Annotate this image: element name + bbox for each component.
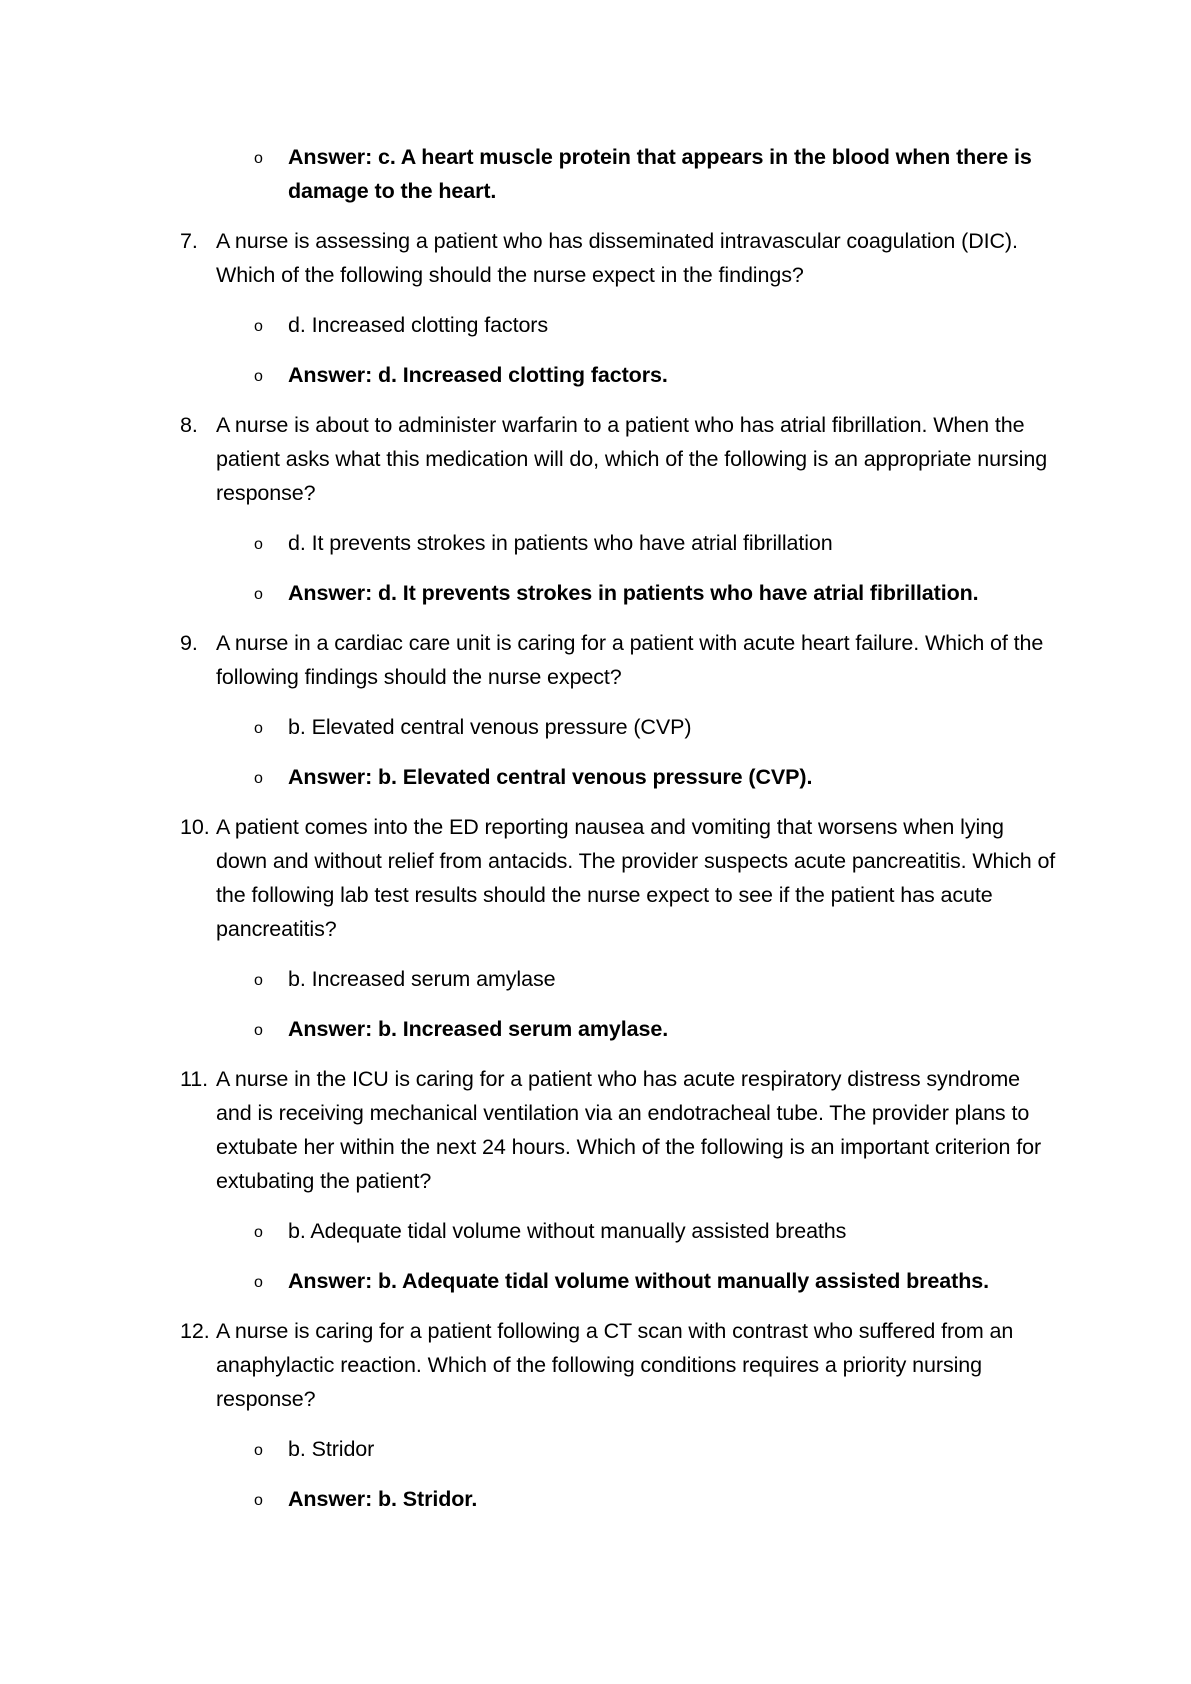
answer-text: Answer: b. Adequate tidal volume without manually assisted breaths. xyxy=(288,1269,989,1293)
option-line xyxy=(180,526,1060,560)
question-text: A nurse in a cardiac care unit is caring for a patient with acute heart failure. Which of the following findings should the nurse expect? xyxy=(216,631,1044,689)
option-line xyxy=(180,308,1060,342)
question-number: 9. xyxy=(180,631,198,655)
option-text: d. It prevents strokes in patients who have atrial fibrillation xyxy=(288,531,833,555)
answer-line xyxy=(180,1482,1060,1516)
option-line xyxy=(180,1214,1060,1248)
answer-text: Answer: d. Increased clotting factors. xyxy=(288,363,668,387)
question-item xyxy=(180,224,1060,292)
question-list xyxy=(180,140,1060,1532)
answer-text: Answer: b. Elevated central venous pressure (CVP). xyxy=(288,765,813,789)
option-line xyxy=(180,1432,1060,1466)
answer-line xyxy=(180,1264,1060,1298)
question-item xyxy=(180,626,1060,694)
question-number: 12. xyxy=(180,1319,210,1343)
answer-line xyxy=(180,760,1060,794)
question-item xyxy=(180,810,1060,946)
answer-line xyxy=(180,1012,1060,1046)
bullet-icon: o xyxy=(254,770,263,787)
answer-text: Answer: b. Increased serum amylase. xyxy=(288,1017,669,1041)
option-text: b. Elevated central venous pressure (CVP) xyxy=(288,715,692,739)
option-text: b. Increased serum amylase xyxy=(288,967,556,991)
bullet-icon: o xyxy=(254,720,263,737)
question-number: 7. xyxy=(180,229,198,253)
question-number: 10. xyxy=(180,815,210,839)
option-text: b. Stridor xyxy=(288,1437,375,1461)
question-number: 11. xyxy=(180,1067,208,1091)
bullet-icon: o xyxy=(254,1022,263,1039)
bullet-icon: o xyxy=(254,536,263,553)
question-item xyxy=(180,1314,1060,1416)
question-text: A nurse is caring for a patient following a CT scan with contrast who suffered from an anaphylactic reaction. Which of the following conditions requires a priority nursing response? xyxy=(216,1319,1014,1411)
bullet-icon: o xyxy=(254,1492,263,1509)
answer-line xyxy=(180,140,1060,208)
option-line xyxy=(180,710,1060,744)
bullet-icon: o xyxy=(254,1224,263,1241)
bullet-icon: o xyxy=(254,318,263,335)
bullet-icon: o xyxy=(254,368,263,385)
answer-text: Answer: b. Stridor. xyxy=(288,1487,478,1511)
bullet-icon: o xyxy=(254,1442,263,1459)
option-line xyxy=(180,962,1060,996)
option-text: d. Increased clotting factors xyxy=(288,313,549,337)
bullet-icon: o xyxy=(254,150,263,167)
bullet-icon: o xyxy=(254,1274,263,1291)
bullet-icon: o xyxy=(254,586,263,603)
question-text: A patient comes into the ED reporting nausea and vomiting that worsens when lying down and without relief from antacids. The provider suspects acute pancreatitis. Which of the following lab test results should the nurse expect to see if the patient has acute pancreatitis? xyxy=(216,815,1056,941)
question-number: 8. xyxy=(180,413,198,437)
answer-text: Answer: c. A heart muscle protein that appears in the blood when there is damage to the heart. xyxy=(288,145,1032,203)
bullet-icon: o xyxy=(254,972,263,989)
answer-line xyxy=(180,358,1060,392)
question-text: A nurse in the ICU is caring for a patient who has acute respiratory distress syndrome and is receiving mechanical ventilation via an endotracheal tube. The provider plans to extubate her within the next 24 hours. Which of the following is an important criterion for extubating the patient? xyxy=(216,1067,1042,1193)
answer-text: Answer: d. It prevents strokes in patients who have atrial fibrillation. xyxy=(288,581,979,605)
question-item xyxy=(180,408,1060,510)
option-text: b. Adequate tidal volume without manually assisted breaths xyxy=(288,1219,847,1243)
question-text: A nurse is about to administer warfarin to a patient who has atrial fibrillation. When the patient asks what this medication will do, which of the following is an appropriate nursing response? xyxy=(216,413,1048,505)
question-text: A nurse is assessing a patient who has disseminated intravascular coagulation (DIC). Which of the following should the nurse expect in the findings? xyxy=(216,229,1018,287)
answer-line xyxy=(180,576,1060,610)
question-item xyxy=(180,1062,1060,1198)
